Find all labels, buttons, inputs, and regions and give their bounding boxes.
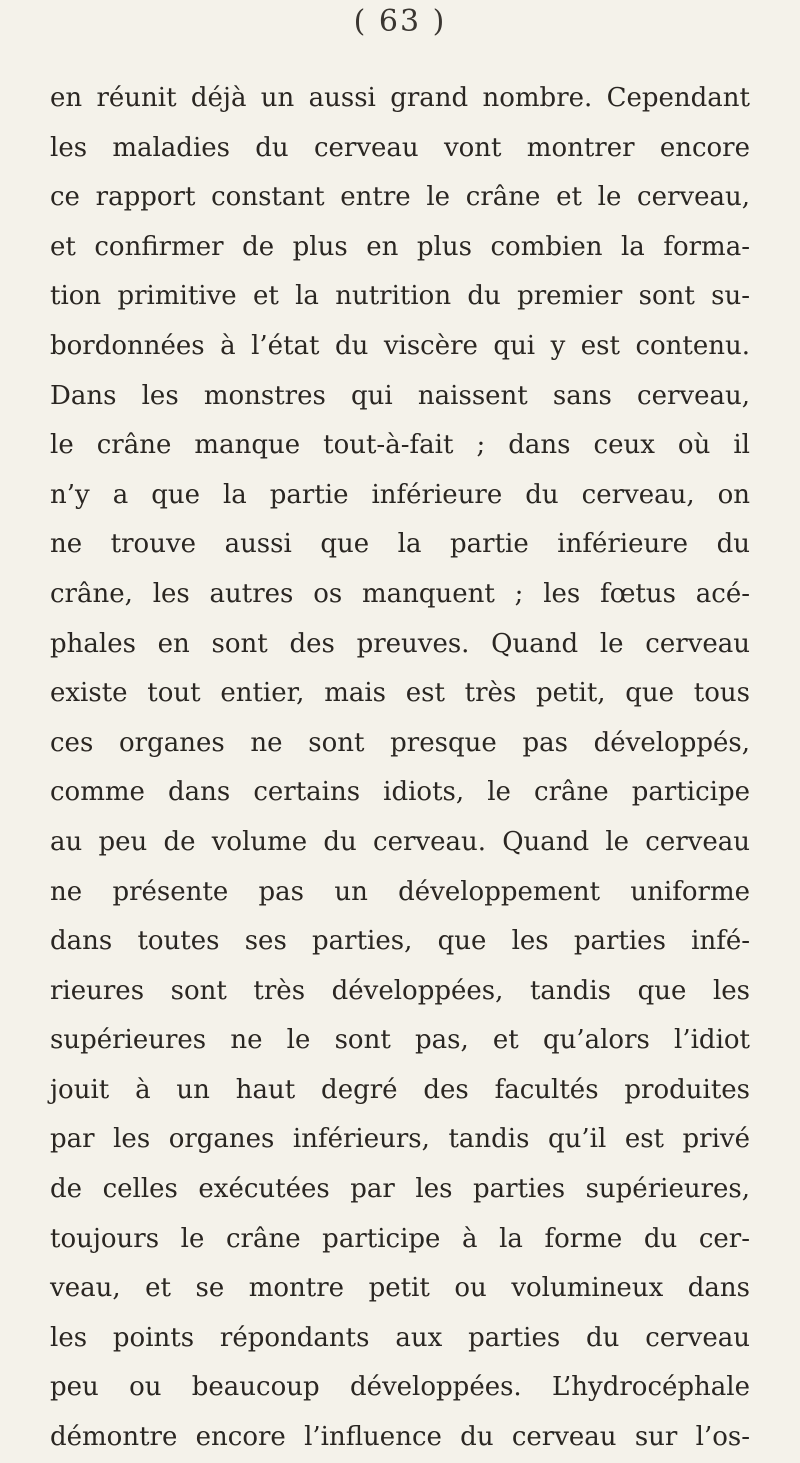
text-line: tion primitive et la nutrition du premier sont su- <box>50 281 750 312</box>
text-line: ces organes ne sont presque pas développés, <box>50 727 750 758</box>
text-line: au peu de volume du cerveau. Quand le cerveau <box>50 826 750 857</box>
text-line: ne présente pas un développement uniforme <box>50 876 750 907</box>
text-line: démontre encore l’influence du cerveau sur l’os- <box>50 1422 750 1453</box>
page-number: ( 63 ) <box>353 4 447 39</box>
text-line: ne trouve aussi que la partie inférieure du <box>50 529 750 560</box>
text-line: en réunit déjà un aussi grand nombre. Cependant <box>50 83 750 113</box>
text-line: existe tout entier, mais est très petit, que tous <box>50 678 750 709</box>
text-line: supérieures ne le sont pas, et qu’alors l’idiot <box>50 1025 750 1056</box>
text-line: veau, et se montre petit ou volumineux dans <box>50 1273 750 1304</box>
text-line: de celles exécutées par les parties supérieures, <box>50 1174 750 1205</box>
text-line: les maladies du cerveau vont montrer encore <box>50 132 750 163</box>
text-line: n’y a que la partie inférieure du cerveau, on <box>50 479 750 510</box>
text-line: Dans les monstres qui naissent sans cerveau, <box>50 380 750 411</box>
text-line: le crâne manque tout-à-fait ; dans ceux où il <box>50 430 750 461</box>
text-line: crâne, les autres os manquent ; les fœtus acé- <box>50 578 750 609</box>
text-line: peu ou beaucoup développées. L’hydrocéphale <box>50 1372 750 1403</box>
text-line: ce rapport constant entre le crâne et le cerveau, <box>50 182 750 213</box>
text-line: toujours le crâne participe à la forme du cer- <box>50 1223 750 1254</box>
text-line: jouit à un haut degré des facultés produites <box>50 1074 750 1105</box>
text-line: les points répondants aux parties du cerveau <box>50 1322 750 1353</box>
text-line: comme dans certains idiots, le crâne participe <box>50 777 750 808</box>
text-line: par les organes inférieurs, tandis qu’il est privé <box>50 1124 750 1155</box>
text-line: et confirmer de plus en plus combien la forma- <box>50 231 750 262</box>
text-line: phales en sont des preuves. Quand le cerveau <box>50 628 750 659</box>
text-line: dans toutes ses parties, que les parties infé- <box>50 926 750 957</box>
text-line: bordonnées à l’état du viscère qui y est contenu. <box>50 330 750 361</box>
body-text <box>50 74 750 1463</box>
text-line: rieures sont très développées, tandis que les <box>50 975 750 1006</box>
